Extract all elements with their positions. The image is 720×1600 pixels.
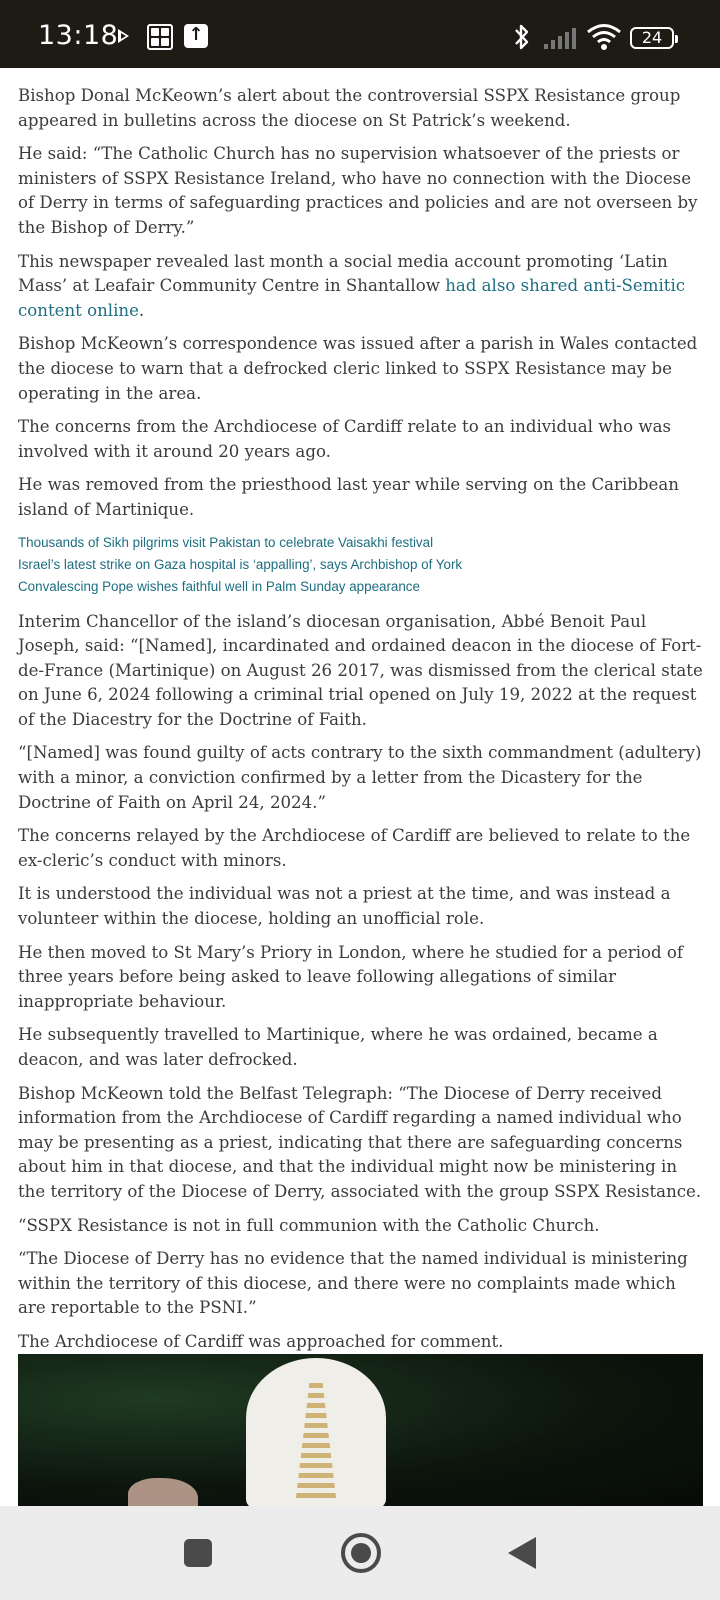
article-paragraph-with-link bbox=[18, 250, 708, 324]
article-paragraph: Bishop McKeown’s correspondence was issued after a parish in Wales contacted the diocese to warn that a defrocked cleric linked to SSPX Resistance may be operating in the area. bbox=[18, 334, 698, 403]
inline-article-link[interactable]: had also shared anti-Semitic content online bbox=[18, 276, 686, 320]
article-photo[interactable] bbox=[18, 1354, 703, 1506]
article-paragraph: The Archdiocese of Cardiff was approached for comment. bbox=[18, 1331, 504, 1351]
article-paragraph: He subsequently travelled to Martinique, where he was ordained, became a deacon, and was later defrocked. bbox=[18, 1025, 658, 1069]
related-link[interactable]: Convalescing Pope wishes faithful well in Palm Sunday appearance bbox=[18, 578, 420, 594]
article-paragraph: Interim Chancellor of the island’s diocesan organisation, Abbé Benoit Paul Joseph, said: “[Named], incardinated and ordained deacon in the diocese of Fort-de-France (Martinique) on August 26 2017, was dismissed from the clerical state on June 6, 2024 following a criminal trial opened on July 19, 2022 at the request of the Diacestry for the Doctrine of Faith. bbox=[18, 611, 703, 729]
upload-icon: ↑ bbox=[184, 24, 208, 48]
article-paragraph: He then moved to St Mary’s Priory in London, where he studied for a period of three years before being asked to leave following allegations of similar inappropriate behaviour. bbox=[18, 942, 684, 1011]
article-paragraph: “The Diocese of Derry has no evidence that the named individual is ministering within the territory of this diocese, and there were no complaints made which are reportable to the PSNI.” bbox=[18, 1249, 688, 1318]
article-paragraph: Bishop McKeown told the Belfast Telegraph: “The Diocese of Derry received information from the Archdiocese of Cardiff regarding a named individual who may be presenting as a priest, indicating that there are safeguarding concerns about him in that diocese, and that the individual might now be ministering in the territory of the Diocese of Derry, associated with the group SSPX Resistance. bbox=[18, 1083, 702, 1201]
battery-icon: 24 bbox=[630, 27, 674, 49]
status-time: 13:18 bbox=[38, 20, 119, 51]
bluetooth-icon bbox=[512, 22, 532, 52]
back-icon[interactable] bbox=[508, 1537, 536, 1569]
article-paragraph: Bishop Donal McKeown’s alert about the controversial SSPX Resistance group appeared in bulletins across the diocese on St Patrick’s weekend. bbox=[18, 86, 681, 130]
article-body bbox=[18, 56, 708, 1364]
related-link[interactable]: Thousands of Sikh pilgrims visit Pakistan to celebrate Vaisakhi festival bbox=[18, 534, 434, 550]
article-paragraph: The concerns from the Archdiocese of Cardiff relate to an individual who was involved with it around 20 years ago. bbox=[18, 417, 671, 461]
status-bar bbox=[0, 0, 720, 68]
article-paragraph: It is understood the individual was not a priest at the time, and was instead a volunteer within the diocese, holding an unofficial role. bbox=[18, 884, 671, 929]
home-icon[interactable] bbox=[341, 1533, 381, 1573]
grid-icon bbox=[147, 24, 173, 50]
wifi-icon bbox=[586, 23, 622, 51]
recents-icon[interactable] bbox=[184, 1539, 212, 1567]
article-paragraph: He was removed from the priesthood last year while serving on the Caribbean island of Martinique. bbox=[18, 475, 679, 519]
signal-icon bbox=[544, 26, 578, 50]
paragraph-text: This newspaper revealed last month a social media account promoting ‘Latin Mass’ at Leafair Community Centre in Shantallow bbox=[18, 251, 668, 296]
article-paragraph: “[Named] was found guilty of acts contrary to the sixth commandment (adultery) with a minor, a conviction confirmed by a letter from the Dicastery for the Doctrine of Faith on April 24, 2024.” bbox=[18, 743, 702, 812]
play-icon bbox=[118, 29, 129, 43]
bishop-mitre bbox=[246, 1358, 386, 1506]
related-link[interactable]: Israel’s latest strike on Gaza hospital is ‘appalling’, says Archbishop of York bbox=[18, 556, 463, 572]
article-paragraph: He said: “The Catholic Church has no supervision whatsoever of the priests or ministers of SSPX Resistance Ireland, who have no connection with the Diocese of Derry in terms of safeguarding practices and policies and are not overseen by the Bishop of Derry.” bbox=[18, 144, 698, 237]
article-paragraph: The concerns relayed by the Archdiocese of Cardiff are believed to relate to the ex-cleric’s conduct with minors. bbox=[18, 826, 691, 870]
system-nav-bar bbox=[0, 1506, 720, 1600]
paragraph-text: . bbox=[138, 300, 145, 320]
related-links bbox=[18, 532, 708, 598]
article-paragraph: “SSPX Resistance is not in full communion with the Catholic Church. bbox=[18, 1215, 600, 1235]
